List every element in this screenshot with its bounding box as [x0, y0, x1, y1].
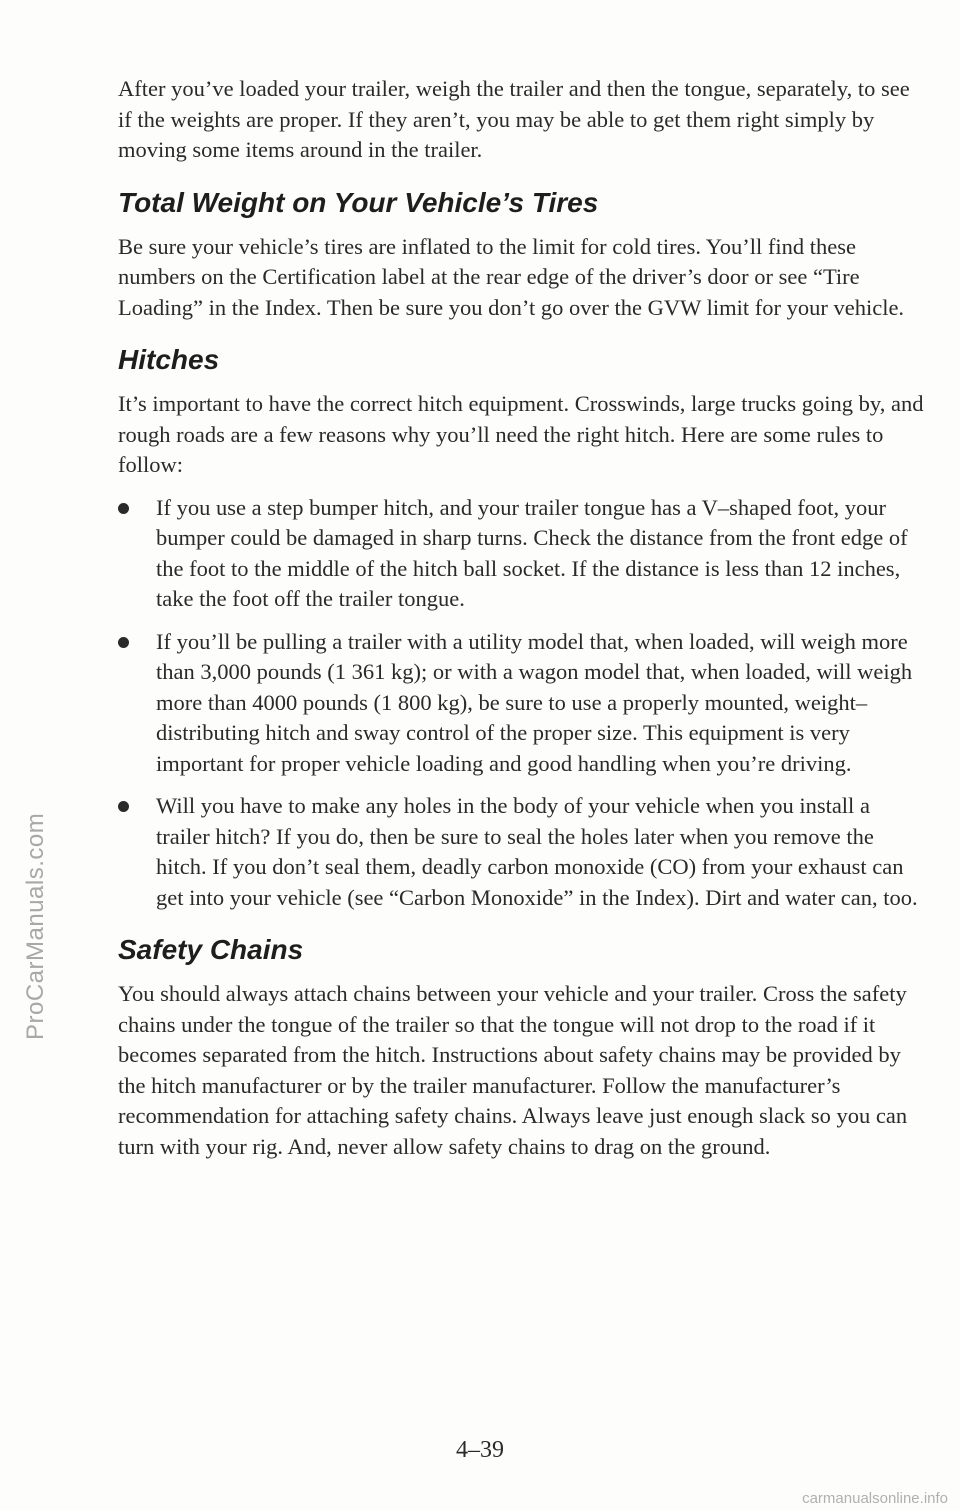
list-item	[118, 493, 928, 615]
heading-total-weight: Total Weight on Your Vehicle’s Tires	[118, 186, 599, 218]
heading-safety-chains: Safety Chains	[118, 934, 304, 965]
list-item	[118, 791, 928, 913]
list-item-text: Will you have to make any holes in the body of your vehicle when you install a trailer hitch? If you do, then be sure to seal the holes later when you remove the hitch. If you don’t seal them, deadly carbon monoxide (CO) from your exhaust can get into your vehicle (see “Carbon Monoxide” in the Index). Dirt and water can, too.	[156, 793, 918, 910]
side-watermark: ProCarManuals.com	[22, 812, 49, 1040]
intro-paragraph: After you’ve loaded your trailer, weigh the trailer and then the tongue, separately, to see if the weights are proper. If they aren’t, you may be able to get them right simply by moving some items around in the trailer.	[118, 76, 910, 162]
bullet-icon	[118, 801, 129, 812]
bottom-watermark: carmanualsonline.info	[802, 1490, 948, 1507]
bullet-icon	[118, 637, 129, 648]
page-content	[118, 74, 928, 1162]
list-item-text: If you use a step bumper hitch, and your trailer tongue has a V–shaped foot, your bumper could be damaged in sharp turns. Check the distance from the front edge of the foot to the middle of the hitch ball socket. If the distance is less than 12 inches, take the foot off the trailer tongue.	[156, 494, 908, 611]
page-number: 4–39	[456, 1437, 504, 1463]
total-weight-paragraph: Be sure your vehicle’s tires are inflated to the limit for cold tires. You’ll find these numbers on the Certification label at the rear edge of the driver’s door or see “Tire Loading” in the Index. Then be sure you don’t go over the GVW limit for your vehicle.	[118, 233, 905, 320]
hitch-rules-list	[118, 493, 928, 914]
heading-hitches: Hitches	[118, 344, 220, 375]
list-item	[118, 627, 928, 780]
bullet-icon	[118, 503, 129, 514]
hitches-paragraph: It’s important to have the correct hitch equipment. Crosswinds, large trucks going by, and rough roads are a few reasons why you’ll need the right hitch. Here are some rules to follow:	[118, 391, 924, 477]
safety-chains-paragraph: You should always attach chains between your vehicle and your trailer. Cross the safety chains under the tongue of the trailer so that the tongue will not drop to the road if it becomes separated from the hitch. Instructions about safety chains may be provided by the hitch manufacturer or by the trailer manufacturer. Follow the manufacturer’s recommendation for attaching safety chains. Always leave just enough slack so you can turn with your rig. And, never allow safety chains to drag on the ground.	[118, 981, 908, 1159]
list-item-text: If you’ll be pulling a trailer with a utility model that, when loaded, will weigh more than 3,000 pounds (1 361 kg); or with a wagon model that, when loaded, will weigh more than 4000 pounds (1 800 kg), be sure to use a properly mounted, weight–distributing hitch and sway control of the proper size. This equipment is very important for proper vehicle loading and good handling when you’re driving.	[156, 628, 913, 776]
